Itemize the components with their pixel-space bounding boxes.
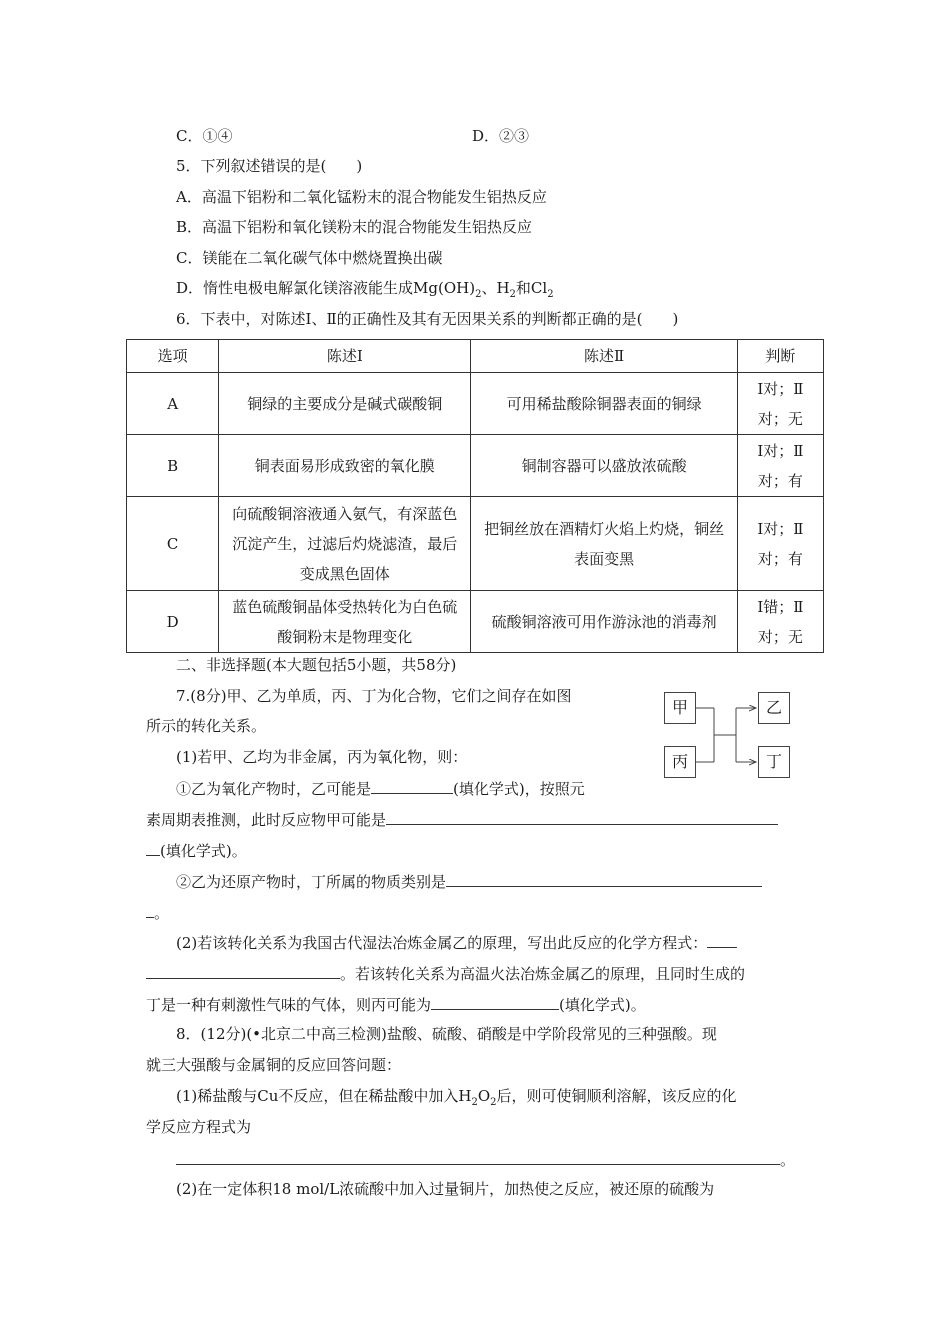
- answer-blank[interactable]: [431, 993, 559, 1010]
- judge-cell: Ⅰ错；Ⅱ对；无: [737, 591, 823, 653]
- table-row: [127, 591, 824, 653]
- box-yi: 乙: [758, 692, 790, 724]
- answer-blank[interactable]: [176, 1148, 780, 1165]
- q7-part2-line3: 丁是一种有刺激性气味的气体，则丙可能为 (填化学式)。: [146, 993, 646, 1015]
- q4-option-c: C．①④: [176, 127, 233, 145]
- q6-table: [126, 339, 824, 653]
- q7-line1: 7.(8分)甲、乙为单质，丙、丁为化合物，它们之间存在如图: [176, 687, 572, 705]
- q7-part1a: ①乙为氧化产物时，乙可能是 (填化学式)，按照元: [176, 777, 585, 799]
- answer-blank[interactable]: [707, 931, 737, 948]
- statement1-cell: 铜表面易形成致密的氧化膜: [219, 435, 471, 497]
- q7-part1b: ②乙为还原产物时，丁所属的物质类别是: [176, 870, 762, 892]
- header-cell: 陈述Ⅱ: [471, 340, 738, 373]
- judge-cell: Ⅰ对；Ⅱ对；有: [737, 497, 823, 591]
- conversion-diagram: [664, 688, 794, 788]
- header-cell: 判断: [737, 340, 823, 373]
- judge-cell: Ⅰ对；Ⅱ对；无: [737, 373, 823, 435]
- q5-option-a: A．高温下铝粉和二氧化锰粉末的混合物能发生铝热反应: [176, 188, 547, 206]
- q7-part1a-line2: 素周期表推测，此时反应物甲可能是: [146, 808, 778, 830]
- table-row: [127, 497, 824, 591]
- q4-option-d: D．②③: [472, 127, 530, 145]
- statement2-cell: 把铜丝放在酒精灯火焰上灼烧，铜丝表面变黑: [471, 497, 738, 591]
- option-cell: D: [127, 591, 219, 653]
- q8-part1-line3: 。: [176, 1148, 795, 1170]
- answer-blank[interactable]: [146, 839, 160, 856]
- statement2-cell: 硫酸铜溶液可用作游泳池的消毒剂: [471, 591, 738, 653]
- statement2-cell: 铜制容器可以盛放浓硫酸: [471, 435, 738, 497]
- q7-part2: (2)若该转化关系为我国古代湿法冶炼金属乙的原理，写出此反应的化学方程式：: [176, 931, 737, 953]
- box-jia: 甲: [664, 692, 696, 724]
- table-header-row: [127, 340, 824, 373]
- answer-blank[interactable]: [371, 777, 453, 794]
- answer-blank[interactable]: [146, 901, 154, 918]
- q5-option-b: B．高温下铝粉和氧化镁粉末的混合物能发生铝热反应: [176, 218, 533, 236]
- q8-part2: (2)在一定体积18 mol/L浓硫酸中加入过量铜片，加热使之反应，被还原的硫酸为: [176, 1180, 715, 1198]
- q8-part1: (1)稀盐酸与Cu不反应，但在稀盐酸中加入$H_2O_2$后，则可使铜顺利溶解，该反应的化: [176, 1087, 737, 1108]
- box-ding: 丁: [758, 746, 790, 778]
- box-bing: 丙: [664, 746, 696, 778]
- answer-blank[interactable]: [446, 870, 762, 887]
- q8-part1-line2: 学反应方程式为: [146, 1118, 252, 1136]
- statement1-cell: 蓝色硫酸铜晶体受热转化为白色硫酸铜粉末是物理变化: [219, 591, 471, 653]
- q7-part1a-line3: (填化学式)。: [146, 839, 247, 861]
- header-cell: 陈述Ⅰ: [219, 340, 471, 373]
- option-cell: B: [127, 435, 219, 497]
- answer-blank[interactable]: [146, 962, 340, 979]
- option-cell: A: [127, 373, 219, 435]
- statement1-cell: 铜绿的主要成分是碱式碳酸铜: [219, 373, 471, 435]
- q8-line1: 8．(12分)(•北京二中高三检测)盐酸、硫酸、硝酸是中学阶段常见的三种强酸。现: [176, 1025, 717, 1043]
- table-row: [127, 373, 824, 435]
- q8-line2: 就三大强酸与金属铜的反应回答问题：: [146, 1056, 402, 1074]
- q7-line2: 所示的转化关系。: [146, 717, 267, 735]
- table-row: [127, 435, 824, 497]
- option-cell: C: [127, 497, 219, 591]
- q7-part1: (1)若甲、乙均为非金属，丙为氧化物，则：: [176, 748, 468, 766]
- q6-stem: 6．下表中，对陈述Ⅰ、Ⅱ的正确性及其有无因果关系的判断都正确的是( ): [176, 310, 679, 328]
- q7-part1b-line2: 。: [146, 901, 169, 923]
- answer-blank[interactable]: [386, 808, 778, 825]
- statement1-cell: 向硫酸铜溶液通入氨气，有深蓝色沉淀产生，过滤后灼烧滤渣，最后变成黑色固体: [219, 497, 471, 591]
- header-cell: 选项: [127, 340, 219, 373]
- q5-option-d: D．惰性电极电解氯化镁溶液能生成$Mg(OH)_2$、$H_2$和$Cl_2$: [176, 279, 554, 300]
- statement2-cell: 可用稀盐酸除铜器表面的铜绿: [471, 373, 738, 435]
- q7-part2-line2: 。若该转化关系为高温火法冶炼金属乙的原理，且同时生成的: [146, 962, 745, 984]
- section-heading: 二、非选择题(本大题包括5小题，共58分): [176, 656, 457, 674]
- judge-cell: Ⅰ对；Ⅱ对；有: [737, 435, 823, 497]
- q5-option-c: C．镁能在二氧化碳气体中燃烧置换出碳: [176, 249, 443, 267]
- q5-stem: 5．下列叙述错误的是( ): [176, 157, 363, 175]
